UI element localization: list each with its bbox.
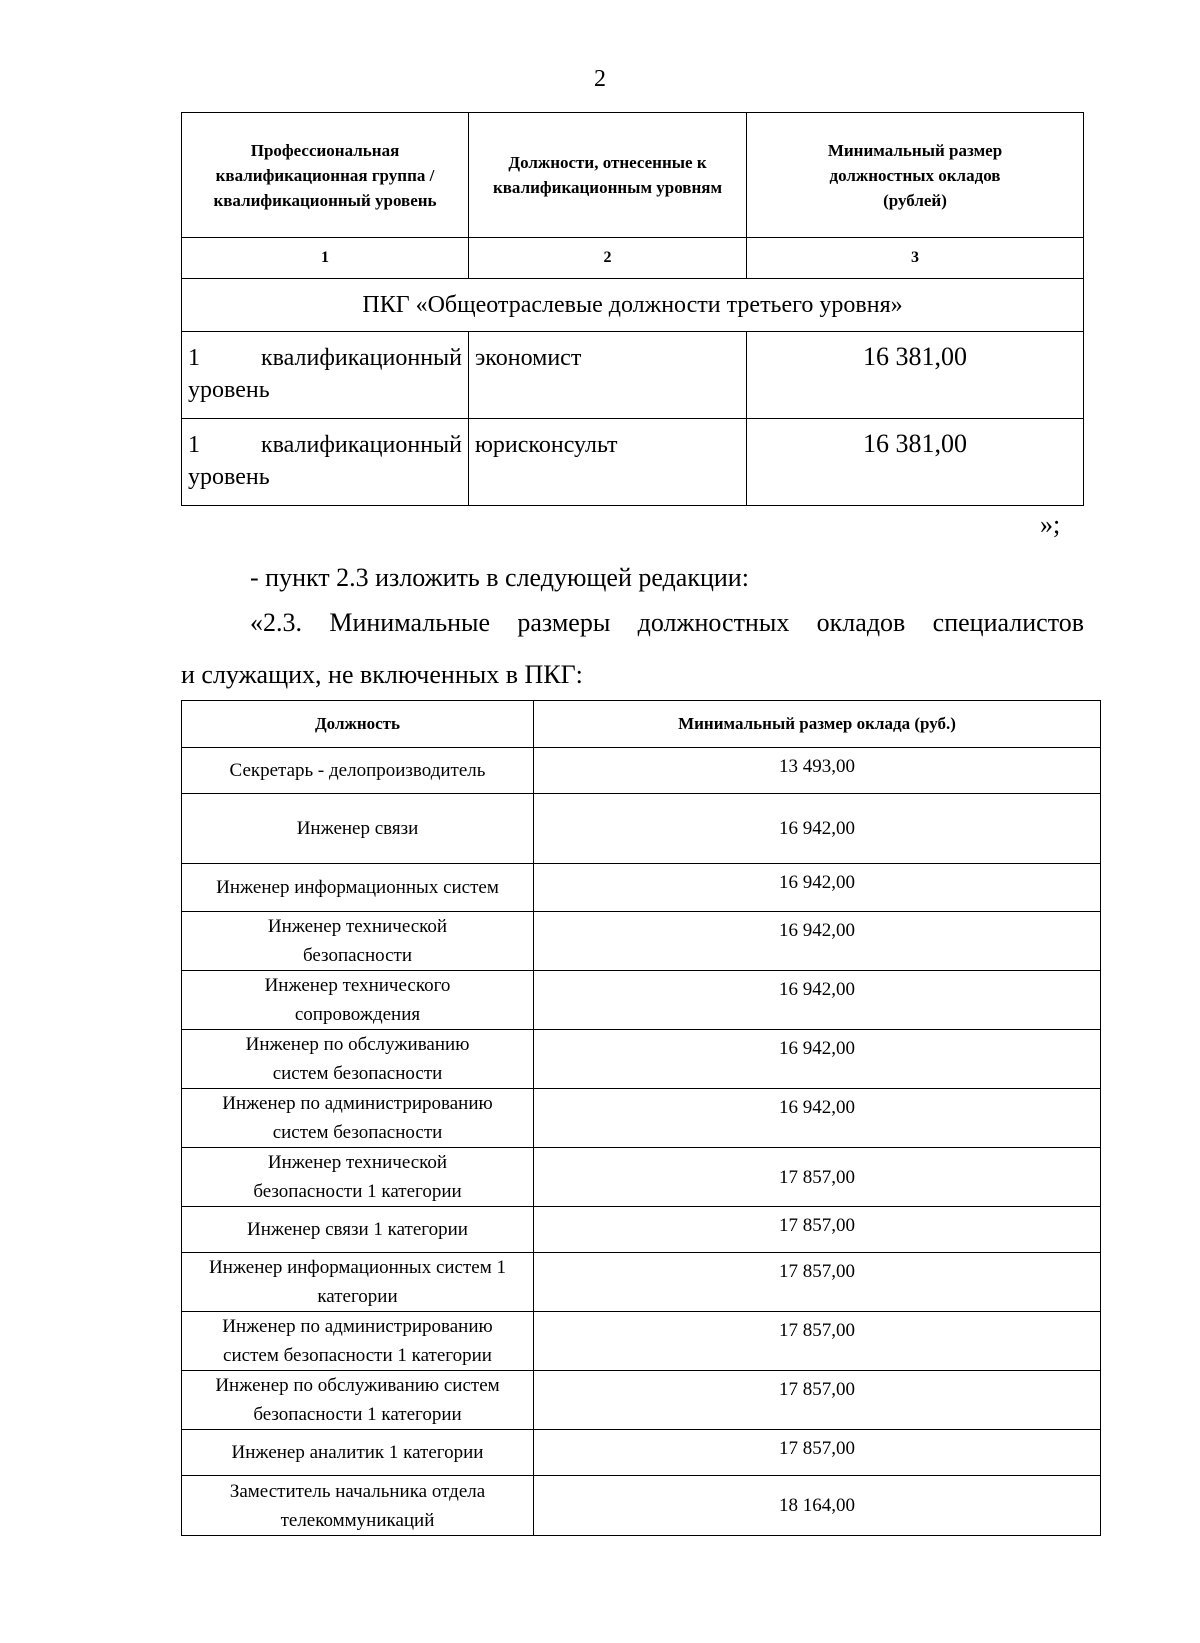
level-word: квалификационный	[260, 432, 462, 458]
salary-value: 16 942,00	[534, 864, 1101, 912]
salary-table-header-row	[182, 701, 1101, 748]
level-unit: уровень	[188, 377, 270, 403]
position-name: Инженер информационных систем	[182, 864, 534, 912]
table-row	[182, 794, 1101, 864]
position-name: Инженер связи 1 категории	[182, 1207, 534, 1253]
position-name: Инженер информационных систем 1 категории	[182, 1253, 534, 1312]
position-name: Инженер связи	[182, 794, 534, 864]
salary-value: 16 942,00	[534, 1030, 1101, 1089]
paragraph-2-3-line-1: «2.3. Минимальные размеры должностных окладов специалистов	[250, 608, 1084, 637]
salary-table	[181, 700, 1101, 1536]
position-name: экономист	[469, 332, 747, 419]
qualification-level	[182, 332, 469, 419]
pkg-header-positions: Должности, отнесенные к квалификационным уровням	[469, 113, 747, 238]
position-name: Инженер по администрированию систем безопасности	[182, 1089, 534, 1148]
position-name: Инженер технического сопровождения	[182, 971, 534, 1030]
salary-value: 16 942,00	[534, 971, 1101, 1030]
level-word: квалификационный	[260, 345, 462, 371]
col-number: 1	[182, 238, 469, 279]
salary-value: 17 857,00	[534, 1148, 1101, 1207]
table-row	[182, 912, 1101, 971]
table-row	[182, 1430, 1101, 1476]
table-row	[182, 1030, 1101, 1089]
table-row	[182, 748, 1101, 794]
table-row	[182, 1312, 1101, 1371]
level-unit: уровень	[188, 464, 270, 490]
table-row	[182, 864, 1101, 912]
salary-value: 16 942,00	[534, 794, 1101, 864]
table-row	[182, 1207, 1101, 1253]
level-number: 1	[188, 432, 200, 458]
table-row	[182, 1371, 1101, 1430]
closing-quote: »;	[1040, 510, 1061, 539]
col-number: 2	[469, 238, 747, 279]
salary-value: 16 381,00	[747, 419, 1084, 506]
table-row	[182, 1476, 1101, 1536]
table-row	[182, 1148, 1101, 1207]
position-name: Инженер технической безопасности 1 категории	[182, 1148, 534, 1207]
position-name: Секретарь - делопроизводитель	[182, 748, 534, 794]
salary-value: 17 857,00	[534, 1207, 1101, 1253]
position-name: Инженер по обслуживанию систем безопасности	[182, 1030, 534, 1089]
table-row	[182, 971, 1101, 1030]
salary-header-position: Должность	[182, 701, 534, 748]
page-number: 2	[594, 66, 606, 92]
col-number: 3	[747, 238, 1084, 279]
qualification-level	[182, 419, 469, 506]
table-row	[182, 332, 1084, 419]
paragraph-2-3-line-2: и служащих, не включенных в ПКГ:	[181, 660, 583, 689]
paragraph-amend-instruction: - пункт 2.3 изложить в следующей редакции:	[250, 563, 749, 592]
salary-value: 17 857,00	[534, 1371, 1101, 1430]
position-name: Инженер технической безопасности	[182, 912, 534, 971]
salary-header-amount: Минимальный размер оклада (руб.)	[534, 701, 1101, 748]
pkg-group-title: ПКГ «Общеотраслевые должности третьего уровня»	[182, 279, 1084, 332]
salary-value: 18 164,00	[534, 1476, 1101, 1536]
salary-value: 16 381,00	[747, 332, 1084, 419]
pkg-table-col-numbers	[182, 238, 1084, 279]
salary-value: 17 857,00	[534, 1253, 1101, 1312]
pkg-group-row	[182, 279, 1084, 332]
salary-value: 17 857,00	[534, 1312, 1101, 1371]
position-name: Инженер по обслуживанию систем безопасности 1 категории	[182, 1371, 534, 1430]
pkg-header-group: Профессиональная квалификационная группа / квалификационный уровень	[182, 113, 469, 238]
position-name: Инженер по администрированию систем безопасности 1 категории	[182, 1312, 534, 1371]
position-name: юрисконсульт	[469, 419, 747, 506]
table-row	[182, 419, 1084, 506]
salary-value: 13 493,00	[534, 748, 1101, 794]
salary-value: 16 942,00	[534, 912, 1101, 971]
table-row	[182, 1089, 1101, 1148]
table-row	[182, 1253, 1101, 1312]
level-number: 1	[188, 345, 200, 371]
pkg-table-header-row	[182, 113, 1084, 238]
salary-value: 16 942,00	[534, 1089, 1101, 1148]
position-name: Заместитель начальника отдела телекоммуникаций	[182, 1476, 534, 1536]
salary-value: 17 857,00	[534, 1430, 1101, 1476]
pkg-table	[181, 112, 1084, 506]
position-name: Инженер аналитик 1 категории	[182, 1430, 534, 1476]
pkg-header-salary: Минимальный размер должностных окладов (рублей)	[747, 113, 1084, 238]
